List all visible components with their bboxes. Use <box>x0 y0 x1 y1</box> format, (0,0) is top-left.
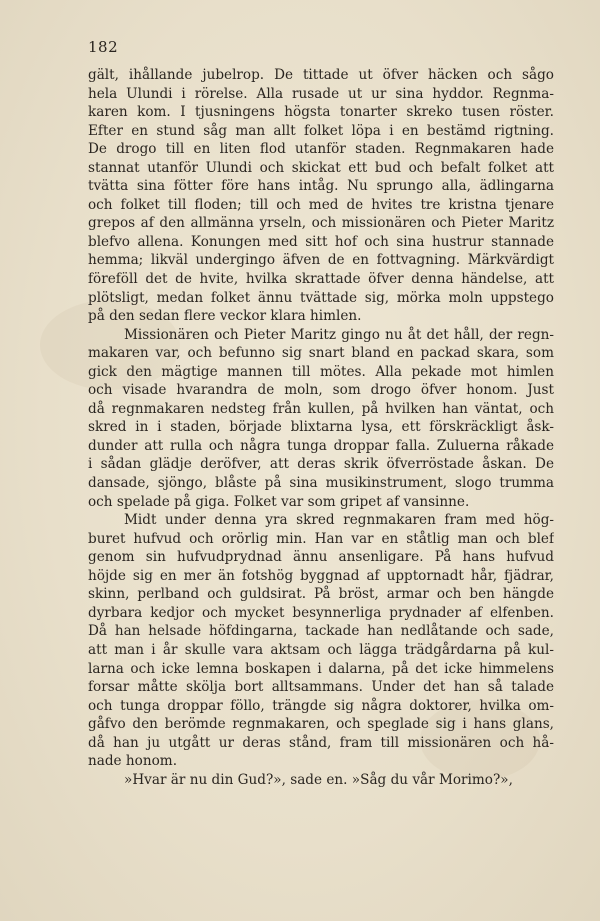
text-line: då han ju utgått ur deras stånd, fram till missionären och hå- <box>88 734 554 751</box>
text-line: då regnmakaren nedsteg från kullen, på hvilken han väntat, och <box>88 400 554 417</box>
page-number: 182 <box>88 38 119 56</box>
text-line: gåfvo den berömde regnmakaren, och speglade sig i hans glans, <box>88 716 554 733</box>
text-line: dyrbara kedjor och mycket besynnerliga prydnader af elfenben. <box>88 604 554 621</box>
text-line: Midt under denna yra skred regnmakaren fram med hög- <box>124 512 554 529</box>
text-line: i sådan glädje deröfver, att deras skrik öfverröstade åskan. De <box>88 456 554 473</box>
text-line: makaren var, och befunno sig snart bland en packad skara, som <box>88 345 554 362</box>
text-line: föreföll det de hvite, hvilka skrattade öfver denna händelse, att <box>88 271 554 288</box>
text-line: dunder att rulla och några tunga droppar falla. Zuluerna råkade <box>88 437 554 454</box>
text-line: nade honom. <box>88 753 178 770</box>
text-line: hela Ulundi i rörelse. Alla rusade ut ur sina hyddor. Regnma- <box>88 85 554 102</box>
text-line: skred in i staden, började blixtarna lysa, ett förskräckligt åsk- <box>88 419 554 436</box>
text-line: skinn, perlband och guldsirat. På bröst, armar och ben hängde <box>88 586 554 603</box>
text-line: tvätta sina fötter före hans intåg. Nu sprungo alla, ädlingarna <box>88 178 554 195</box>
text-line: och visade hvarandra de moln, som drogo öfver honom. Just <box>88 382 554 399</box>
text-line: stannat utanför Ulundi och skickat ett bud och befalt folket att <box>88 159 554 176</box>
text-line: och tunga droppar föllo, trängde sig några doktorer, hvilka om- <box>88 697 554 714</box>
text-line: larna och icke lemna boskapen i dalarna, på det icke himmelens <box>88 660 554 677</box>
text-line: dansade, sjöngo, blåste på sina musikinstrument, slogo trumma <box>88 475 554 492</box>
text-line: gick den mägtige mannen till mötes. Alla pekade mot himlen <box>88 363 554 380</box>
text-line: och folket till floden; till och med de hvites tre kristna tjenare <box>88 196 554 213</box>
body-text <box>88 66 554 789</box>
text-line: genom sin hufvudprydnad ännu ansenligare. På hans hufvud <box>88 549 554 566</box>
text-line: på den sedan flere veckor klara himlen. <box>88 308 362 325</box>
text-line: höjde sig en mer än fotshög byggnad af upptornadt hår, fjädrar, <box>88 567 554 584</box>
text-line: att man i år skulle vara aktsam och lägga trädgårdarna på kul- <box>88 641 554 658</box>
text-line: Då han helsade höfdingarna, tackade han nedlåtande och sade, <box>88 623 554 640</box>
text-line: plötsligt, medan folket ännu tvättade sig, mörka moln uppstego <box>88 289 554 306</box>
text-line: forsar måtte skölja bort alltsammans. Under det han så talade <box>88 679 554 696</box>
text-line: buret hufvud och orörlig min. Han var en ståtlig man och blef <box>88 530 554 547</box>
text-line: gält, ihållande jubelrop. De tittade ut öfver häcken och sågo <box>88 67 554 83</box>
text-line: De drogo till en liten flod utanför staden. Regnmakaren hade <box>88 141 554 158</box>
text-line: karen kom. I tjusningens högsta tonarter skreko tusen röster. <box>88 104 554 121</box>
text-line: grepos af den allmänna yrseln, och missionären och Pieter Maritz <box>88 215 554 232</box>
text-line: Missionären och Pieter Maritz gingo nu åt det håll, der regn- <box>124 326 554 343</box>
text-line: och spelade på giga. Folket var som gripet af vansinne. <box>88 493 470 510</box>
text-line: »Hvar är nu din Gud?», sade en. »Såg du vår Morimo?», <box>124 771 513 788</box>
text-line: blefvo allena. Konungen med sitt hof och sina hustrur stannade <box>88 233 554 250</box>
text-line: hemma; likväl undergingo äfven de en fottvagning. Märkvärdigt <box>88 252 554 269</box>
text-line: Efter en stund såg man allt folket löpa i en bestämd rigtning. <box>88 122 554 139</box>
